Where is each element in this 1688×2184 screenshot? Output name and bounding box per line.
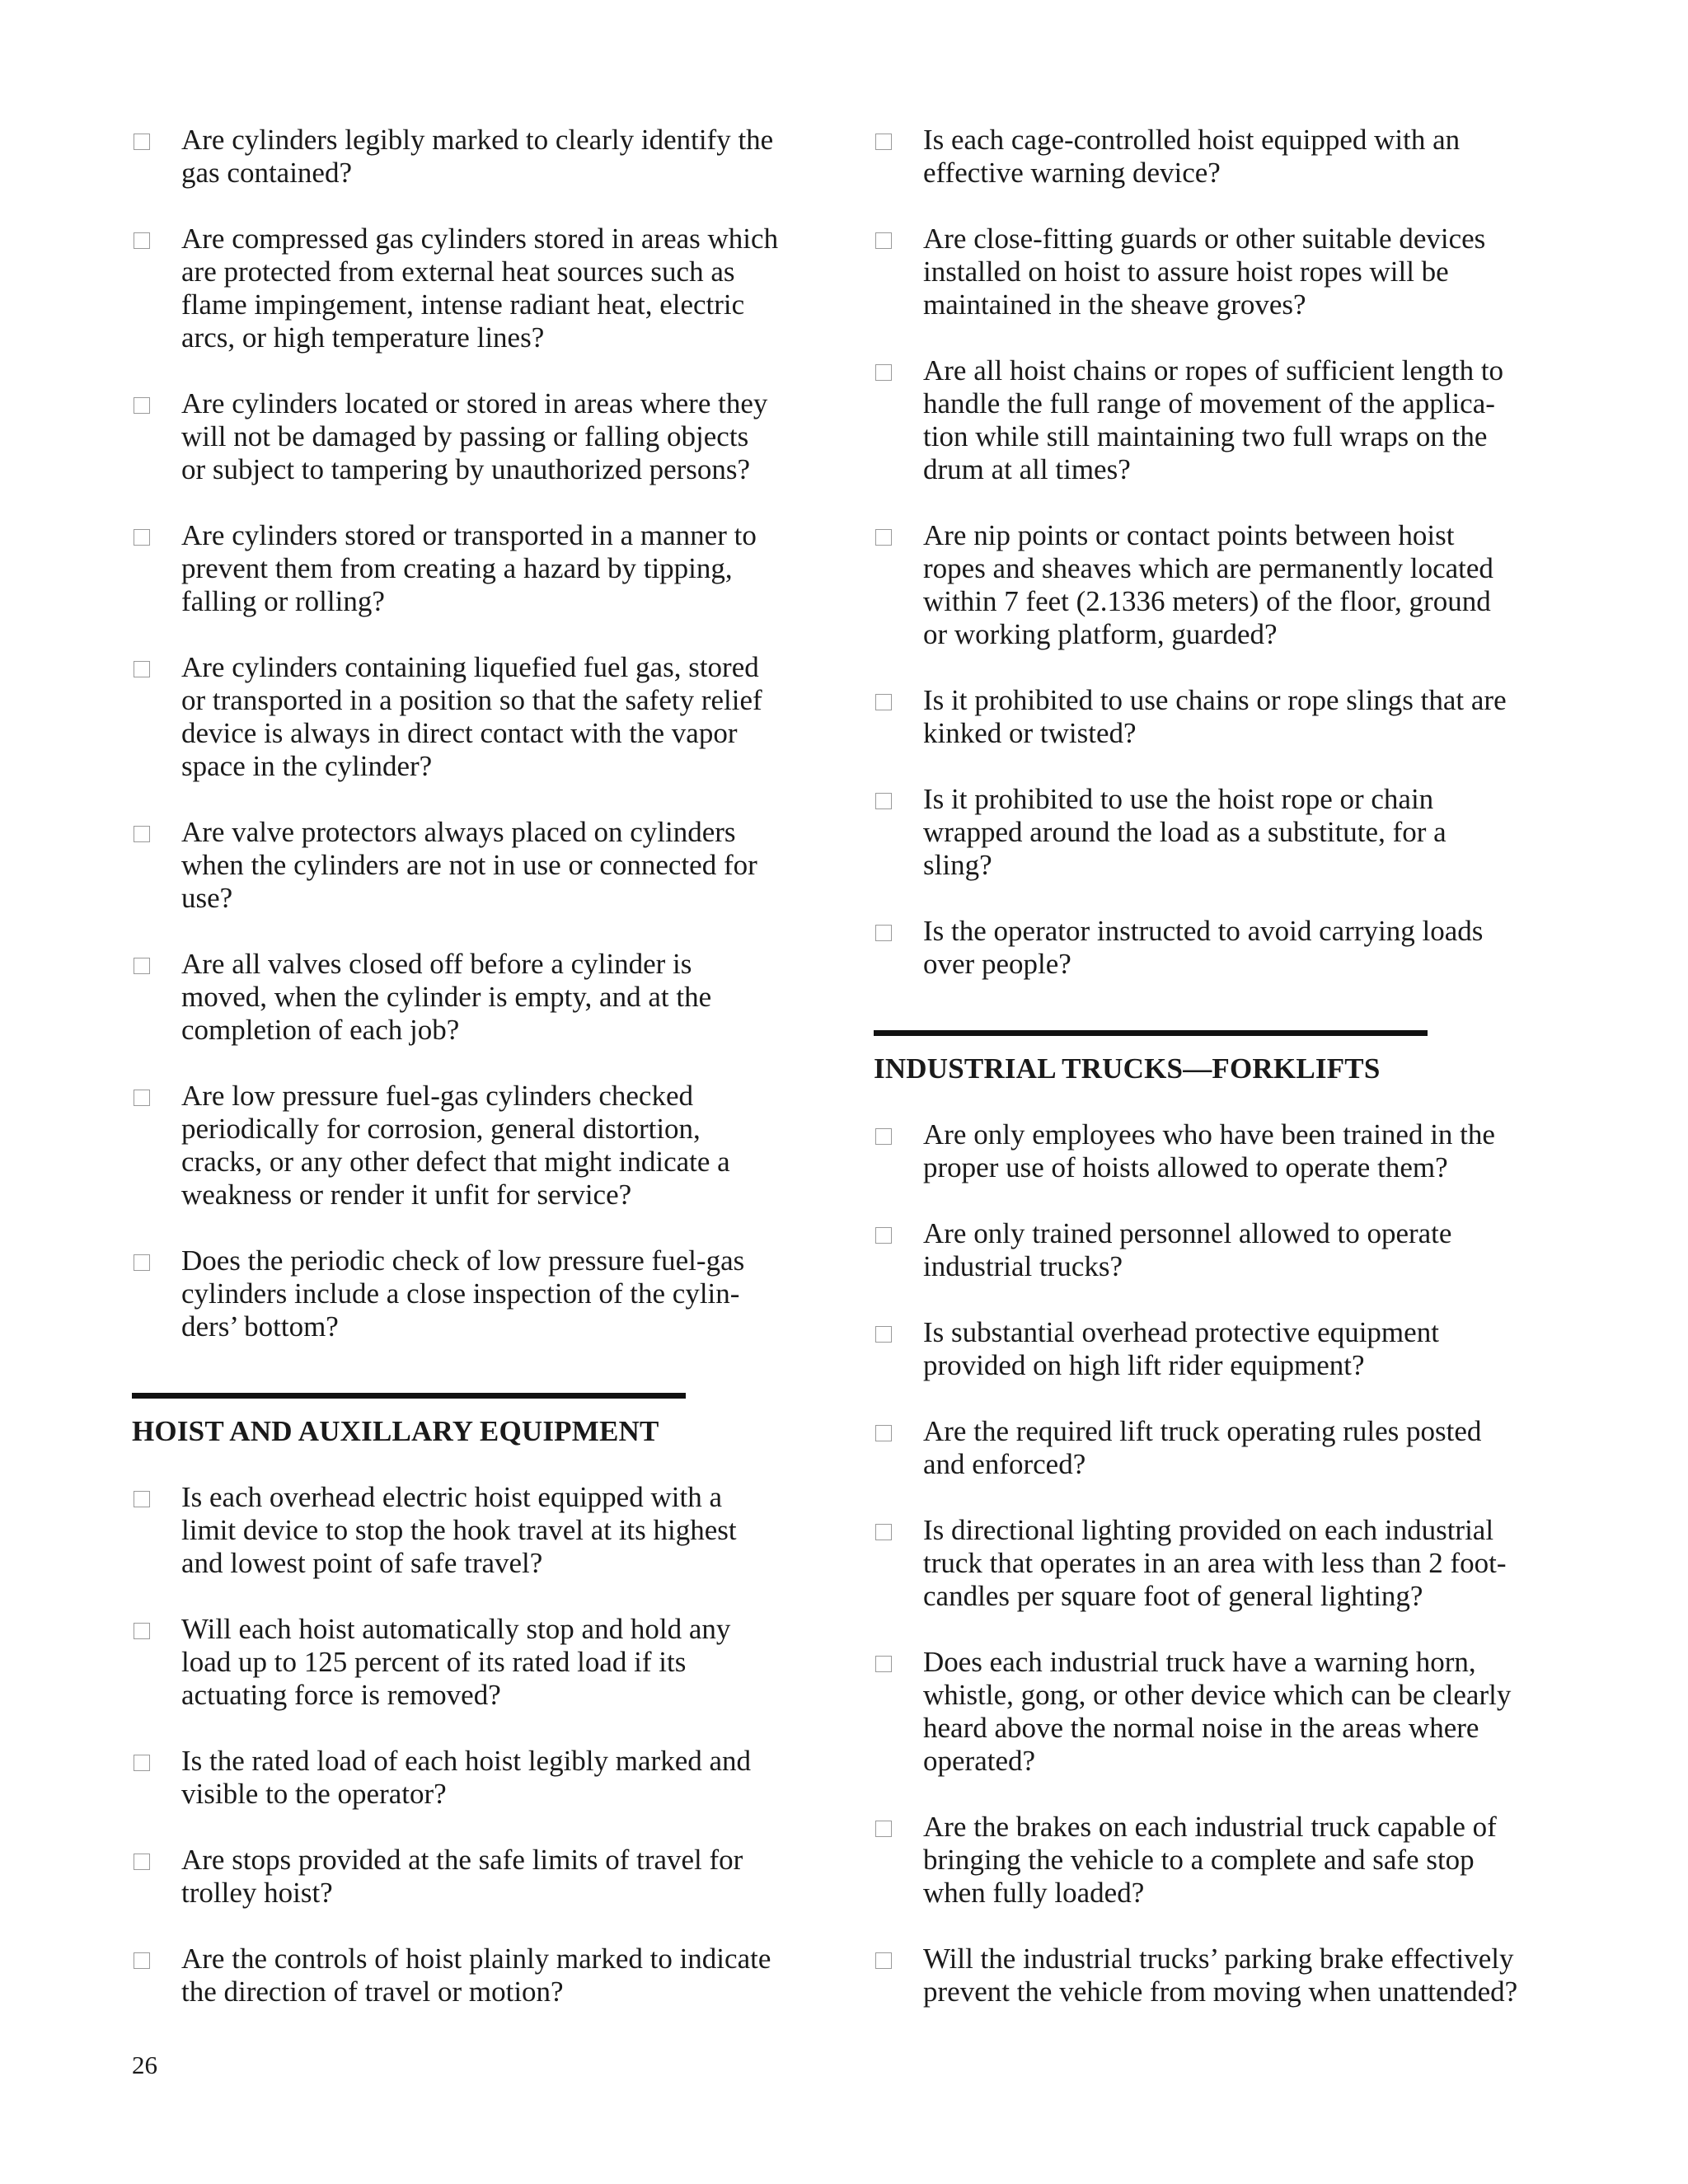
question-line: load up to 125 percent of its rated load if its — [181, 1646, 687, 1678]
question-line: prevent the vehicle from moving when unattended? — [923, 1975, 1518, 2008]
question-line: or working platform, guarded? — [923, 618, 1278, 650]
question-line: Are low pressure fuel-gas cylinders checked — [181, 1080, 693, 1112]
question-line: when fully loaded? — [923, 1877, 1145, 1909]
checkbox[interactable] — [875, 529, 892, 546]
page-number: 26 — [132, 2050, 157, 2079]
checklist-item — [874, 1415, 1566, 1481]
question-line: will not be damaged by passing or falling objects — [181, 420, 749, 452]
checkbox[interactable] — [134, 1090, 150, 1106]
question-line: Are cylinders stored or transported in a manner to — [181, 519, 757, 551]
hoist-section — [132, 1393, 824, 1448]
checkbox[interactable] — [134, 958, 150, 974]
checkbox[interactable] — [875, 1227, 892, 1244]
question-line: Are all valves closed off before a cylinder is — [181, 948, 692, 980]
checklist-item — [874, 124, 1566, 190]
question-line: and enforced? — [923, 1448, 1086, 1480]
question-line: Are only employees who have been trained in the — [923, 1118, 1495, 1151]
checklist-item — [874, 519, 1566, 651]
question-line: handle the full range of movement of the applica- — [923, 387, 1495, 419]
question-line: Are nip points or contact points between hoist — [923, 519, 1455, 551]
checklist-item — [132, 519, 824, 618]
checkbox[interactable] — [134, 1491, 150, 1507]
question-line: flame impingement, intense radiant heat, electric — [181, 288, 745, 321]
checklist-item — [874, 1943, 1566, 2008]
checkbox[interactable] — [134, 1755, 150, 1771]
question-line: Are cylinders legibly marked to clearly identify the — [181, 124, 774, 156]
question-line: prevent them from creating a hazard by tipping, — [181, 552, 733, 584]
question-line: Will each hoist automatically stop and hold any — [181, 1613, 731, 1645]
checklist-item — [132, 816, 824, 915]
checkbox[interactable] — [134, 1854, 150, 1870]
checkbox[interactable] — [875, 1425, 892, 1441]
question-line: Are the required lift truck operating rules posted — [923, 1415, 1482, 1447]
hoist-checklist — [132, 1481, 824, 2008]
question-line: within 7 feet (2.1336 meters) of the floor, ground — [923, 585, 1491, 617]
question-line: Are cylinders located or stored in areas where they — [181, 387, 768, 419]
question-line: when the cylinders are not in use or connected for — [181, 849, 757, 881]
question-line: Are all hoist chains or ropes of sufficient length to — [923, 354, 1504, 387]
question-line: Are close-fitting guards or other suitable devices — [923, 223, 1486, 255]
question-line: Is it prohibited to use chains or rope slings that are — [923, 684, 1507, 716]
checklist-item — [874, 354, 1566, 486]
question-line: sling? — [923, 849, 992, 881]
forklift-section — [874, 1030, 1566, 1085]
question-line: industrial trucks? — [923, 1250, 1123, 1282]
question-line: device is always in direct contact with the vapor — [181, 717, 738, 749]
question-line: cracks, or any other defect that might indicate a — [181, 1146, 730, 1178]
question-line: Are stops provided at the safe limits of travel for — [181, 1844, 743, 1876]
question-line: Does the periodic check of low pressure fuel-gas — [181, 1244, 745, 1277]
section-rule — [132, 1393, 686, 1399]
question-line: moved, when the cylinder is empty, and at the — [181, 981, 712, 1013]
question-line: completion of each job? — [181, 1014, 460, 1046]
gas-cylinder-checklist — [132, 124, 824, 1343]
question-line: Is directional lighting provided on each industrial — [923, 1514, 1494, 1546]
question-line: falling or rolling? — [181, 585, 385, 617]
checklist-item — [132, 651, 824, 783]
question-line: over people? — [923, 948, 1071, 980]
question-line: drum at all times? — [923, 453, 1131, 485]
question-line: candles per square foot of general lighting? — [923, 1580, 1423, 1612]
question-line: or subject to tampering by unauthorized persons? — [181, 453, 751, 485]
checklist-item — [132, 387, 824, 486]
question-line: maintained in the sheave groves? — [923, 288, 1306, 321]
question-line: Are the controls of hoist plainly marked to indicate — [181, 1943, 771, 1975]
checkbox[interactable] — [134, 232, 150, 249]
checkbox[interactable] — [875, 134, 892, 150]
checklist-item — [874, 223, 1566, 321]
checkbox[interactable] — [134, 134, 150, 150]
checklist-item — [874, 1118, 1566, 1184]
checkbox[interactable] — [134, 397, 150, 414]
question-line: operated? — [923, 1745, 1036, 1777]
checkbox[interactable] — [875, 232, 892, 249]
question-line: trolley hoist? — [181, 1877, 333, 1909]
question-line: or transported in a position so that the safety relief — [181, 684, 762, 716]
checklist-item — [874, 1646, 1566, 1778]
question-line: Does each industrial truck have a warning horn, — [923, 1646, 1476, 1678]
question-line: Will the industrial trucks’ parking brake effectively — [923, 1943, 1514, 1975]
checklist-item — [132, 1244, 824, 1343]
question-line: heard above the normal noise in the areas where — [923, 1712, 1479, 1744]
question-line: use? — [181, 882, 233, 914]
question-line: kinked or twisted? — [923, 717, 1137, 749]
question-line: wrapped around the load as a substitute, for a — [923, 816, 1447, 848]
question-line: ropes and sheaves which are permanently located — [923, 552, 1493, 584]
question-line: Is it prohibited to use the hoist rope or chain — [923, 783, 1434, 815]
checklist-item — [132, 1481, 824, 1580]
checkbox[interactable] — [134, 1623, 150, 1639]
question-line: actuating force is removed? — [181, 1679, 501, 1711]
question-line: weakness or render it unfit for service? — [181, 1179, 632, 1211]
question-line: Are the brakes on each industrial truck capable of — [923, 1811, 1497, 1843]
question-line: bringing the vehicle to a complete and safe stop — [923, 1844, 1475, 1876]
checkbox[interactable] — [875, 1821, 892, 1837]
checklist-item — [132, 1745, 824, 1811]
checklist-item — [132, 1943, 824, 2008]
question-line: gas contained? — [181, 157, 352, 189]
question-line: Is each overhead electric hoist equipped with a — [181, 1481, 722, 1513]
question-line: Are cylinders containing liquefied fuel gas, stored — [181, 651, 759, 683]
checkbox[interactable] — [134, 529, 150, 546]
checklist-item — [874, 1217, 1566, 1283]
question-line: truck that operates in an area with less than 2 foot- — [923, 1547, 1507, 1579]
question-line: Are only trained personnel allowed to operate — [923, 1217, 1452, 1249]
checkbox[interactable] — [134, 826, 150, 842]
checkbox[interactable] — [875, 1326, 892, 1343]
question-line: provided on high lift rider equipment? — [923, 1349, 1365, 1381]
section-heading-forklifts: INDUSTRIAL TRUCKS—FORKLIFTS — [874, 1052, 1381, 1085]
checklist-item — [132, 124, 824, 190]
checkbox[interactable] — [134, 1952, 150, 1969]
question-line: installed on hoist to assure hoist ropes will be — [923, 255, 1449, 288]
question-line: proper use of hoists allowed to operate them? — [923, 1151, 1448, 1183]
checklist-item — [874, 915, 1566, 981]
question-line: cylinders include a close inspection of the cylin- — [181, 1277, 740, 1310]
checkbox[interactable] — [875, 793, 892, 809]
checklist-item — [874, 1514, 1566, 1613]
section-heading-hoist: HOIST AND AUXILLARY EQUIPMENT — [132, 1415, 659, 1447]
question-line: Are valve protectors always placed on cylinders — [181, 816, 736, 848]
checkbox[interactable] — [875, 1952, 892, 1969]
question-line: Is substantial overhead protective equipment — [923, 1316, 1439, 1348]
right-column — [874, 124, 1566, 2041]
checklist-item — [132, 1613, 824, 1712]
checkbox[interactable] — [134, 661, 150, 677]
checklist-item — [874, 1316, 1566, 1382]
question-line: and lowest point of safe travel? — [181, 1547, 543, 1579]
checkbox[interactable] — [875, 364, 892, 381]
question-line: Is the operator instructed to avoid carrying loads — [923, 915, 1484, 947]
question-line: Is the rated load of each hoist legibly marked and — [181, 1745, 752, 1777]
question-line: limit device to stop the hook travel at its highest — [181, 1514, 737, 1546]
checkbox[interactable] — [134, 1254, 150, 1271]
checklist-item — [132, 948, 824, 1047]
question-line: periodically for corrosion, general distortion, — [181, 1113, 701, 1145]
question-line: whistle, gong, or other device which can be clearly — [923, 1679, 1512, 1711]
checklist-item — [874, 684, 1566, 750]
question-line: Is each cage-controlled hoist equipped with an — [923, 124, 1461, 156]
checklist-item — [874, 1811, 1566, 1910]
checklist-item — [132, 1080, 824, 1212]
checkbox[interactable] — [875, 1128, 892, 1145]
checkbox[interactable] — [875, 1656, 892, 1672]
question-line: are protected from external heat sources such as — [181, 255, 735, 288]
checkbox[interactable] — [875, 1524, 892, 1540]
question-line: the direction of travel or motion? — [181, 1975, 564, 2008]
question-line: tion while still maintaining two full wraps on the — [923, 420, 1488, 452]
checkbox[interactable] — [875, 694, 892, 710]
question-line: effective warning device? — [923, 157, 1221, 189]
question-line: ders’ bottom? — [181, 1310, 339, 1343]
checkbox[interactable] — [875, 925, 892, 941]
question-line: Are compressed gas cylinders stored in areas which — [181, 223, 779, 255]
forklift-checklist — [874, 1118, 1566, 2008]
question-line: visible to the operator? — [181, 1778, 447, 1810]
checklist-item — [132, 223, 824, 354]
question-line: space in the cylinder? — [181, 750, 433, 782]
checklist-item — [874, 783, 1566, 882]
section-rule — [874, 1030, 1428, 1036]
left-column — [132, 124, 824, 2041]
checklist-item — [132, 1844, 824, 1910]
hoist-continued-checklist — [874, 124, 1566, 981]
question-line: arcs, or high temperature lines? — [181, 321, 545, 354]
